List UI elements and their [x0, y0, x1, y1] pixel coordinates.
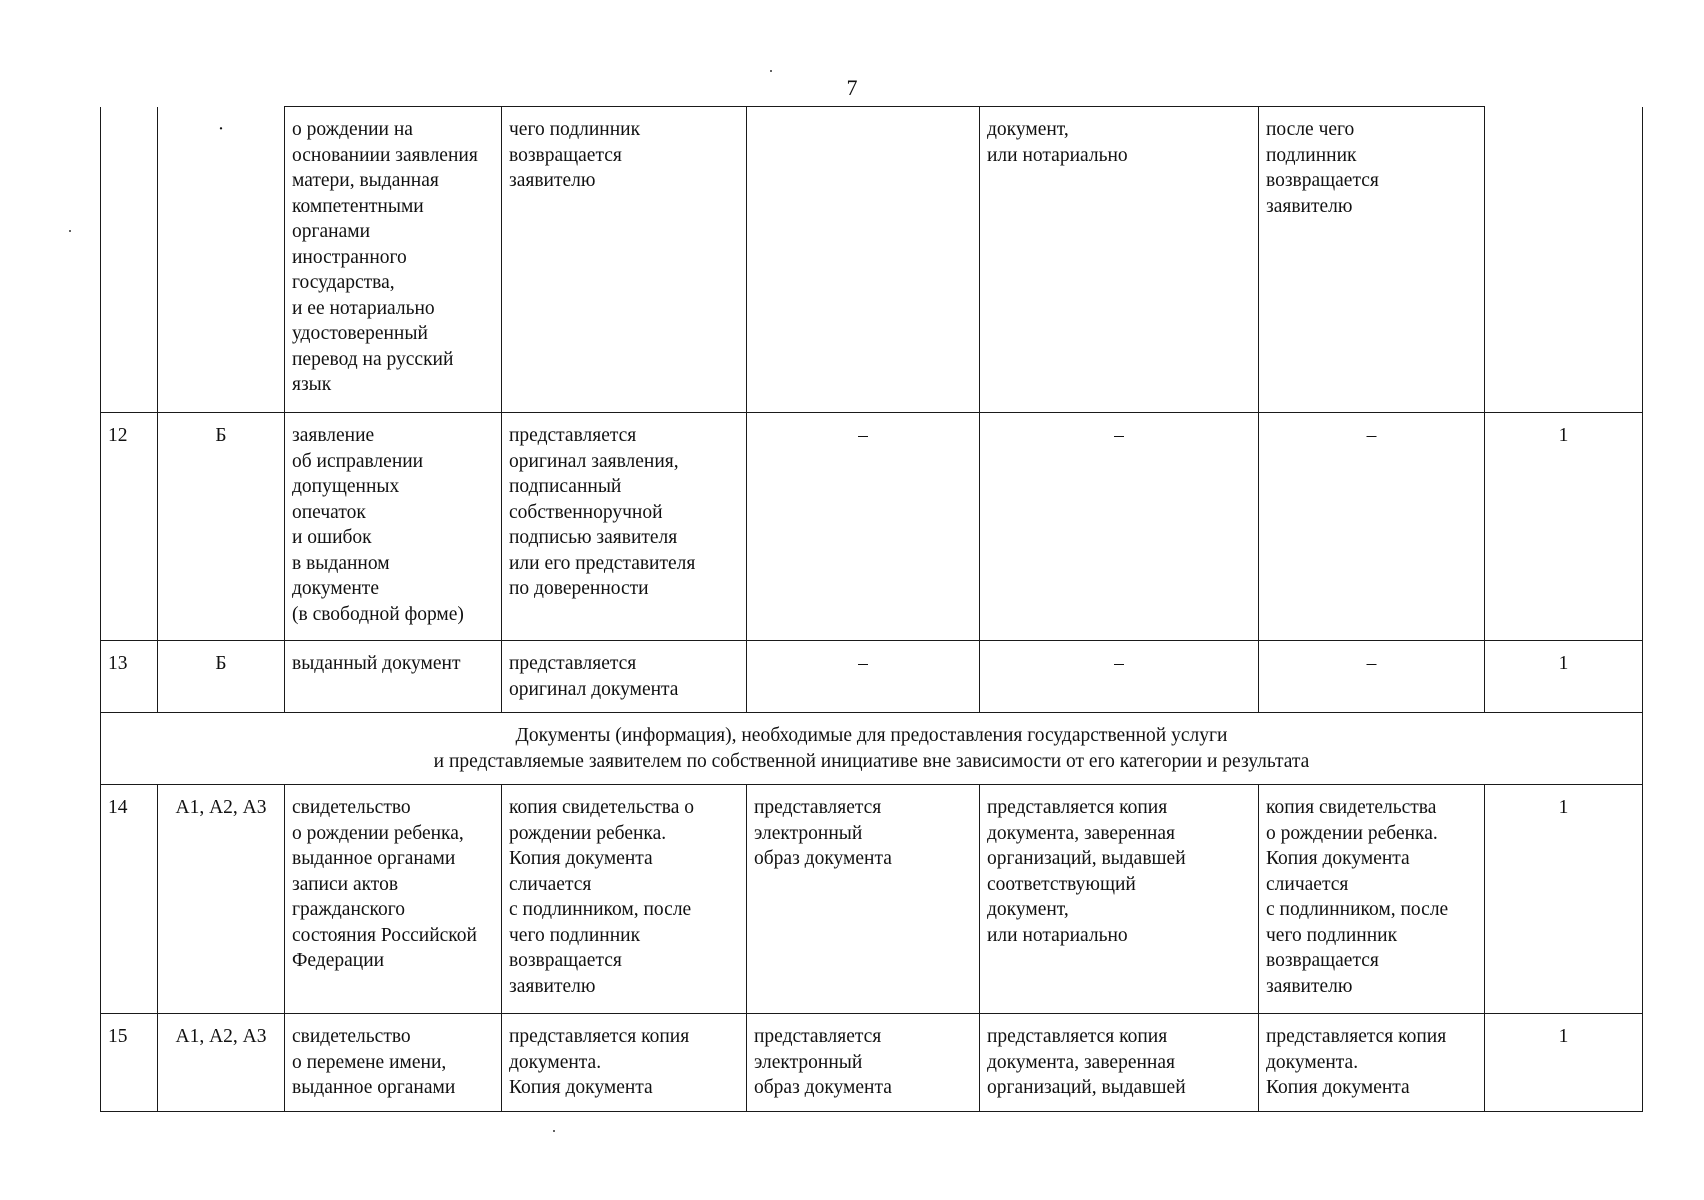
- cell-electronic: представляется электронный образ документа: [747, 1014, 980, 1112]
- cell-category: Б: [158, 413, 285, 641]
- cell-document-name: свидетельство о перемене имени, выданное органами: [285, 1014, 502, 1112]
- cell-quantity: 1: [1485, 641, 1643, 713]
- cell-quantity: [1485, 107, 1643, 413]
- cell-in-person: представляется оригинал заявления, подписанный собственноручной подписью заявителя или его представителя по доверенности: [502, 413, 747, 641]
- cell-number: 15: [101, 1014, 158, 1112]
- cell-number: 13: [101, 641, 158, 713]
- cell-by-mail: представляется копия документа, заверенная организаций, выдавшей соответствующий документ, или нотариально: [980, 785, 1259, 1014]
- cell-category: А1, А2, А3: [158, 1014, 285, 1112]
- section-title: Документы (информация), необходимые для предоставления государственной услуги и представляемые заявителем по собственной инициативе вне зависимости от его категории и результата: [101, 713, 1643, 785]
- cell-category: ·: [158, 107, 285, 413]
- cell-in-person: чего подлинник возвращается заявителю: [502, 107, 747, 413]
- scan-speck: [69, 230, 71, 232]
- cell-quantity: 1: [1485, 785, 1643, 1014]
- cell-via-mfc: после чего подлинник возвращается заявителю: [1259, 107, 1485, 413]
- table-row: [101, 1014, 1643, 1112]
- documents-table: [100, 106, 1643, 1112]
- table-row: [101, 641, 1643, 713]
- cell-document-name: выданный документ: [285, 641, 502, 713]
- cell-electronic: представляется электронный образ документа: [747, 785, 980, 1014]
- cell-in-person: представляется копия документа. Копия документа: [502, 1014, 747, 1112]
- cell-via-mfc: –: [1259, 641, 1485, 713]
- cell-category: Б: [158, 641, 285, 713]
- scan-speck: [770, 70, 772, 72]
- cell-via-mfc: копия свидетельства о рождении ребенка. Копия документа сличается с подлинником, после чего подлинник возвращается заявителю: [1259, 785, 1485, 1014]
- cell-quantity: 1: [1485, 1014, 1643, 1112]
- table-row: [101, 785, 1643, 1014]
- cell-category: А1, А2, А3: [158, 785, 285, 1014]
- table-row: [101, 107, 1643, 413]
- cell-in-person: копия свидетельства о рождении ребенка. Копия документа сличается с подлинником, после чего подлинник возвращается заявителю: [502, 785, 747, 1014]
- cell-number: [101, 107, 158, 413]
- cell-in-person: представляется оригинал документа: [502, 641, 747, 713]
- cell-document-name: заявление об исправлении допущенных опечаток и ошибок в выданном документе (в свободной форме): [285, 413, 502, 641]
- cell-via-mfc: –: [1259, 413, 1485, 641]
- section-header-row: [101, 713, 1643, 785]
- table-row: [101, 413, 1643, 641]
- cell-via-mfc: представляется копия документа. Копия документа: [1259, 1014, 1485, 1112]
- cell-number: 14: [101, 785, 158, 1014]
- cell-electronic: –: [747, 413, 980, 641]
- cell-electronic: [747, 107, 980, 413]
- cell-number: 12: [101, 413, 158, 641]
- cell-by-mail: –: [980, 413, 1259, 641]
- cell-by-mail: представляется копия документа, заверенная организаций, выдавшей: [980, 1014, 1259, 1112]
- scan-speck: [553, 1130, 555, 1132]
- cell-quantity: 1: [1485, 413, 1643, 641]
- page-number: 7: [846, 75, 858, 100]
- cell-document-name: о рождении на основаниии заявления матери, выданная компетентными органами иностранного государства, и ее нотариально удостоверенный перевод на русский язык: [285, 107, 502, 413]
- cell-by-mail: –: [980, 641, 1259, 713]
- cell-document-name: свидетельство о рождении ребенка, выданное органами записи актов гражданского состояния Российской Федерации: [285, 785, 502, 1014]
- cell-electronic: –: [747, 641, 980, 713]
- cell-by-mail: документ, или нотариально: [980, 107, 1259, 413]
